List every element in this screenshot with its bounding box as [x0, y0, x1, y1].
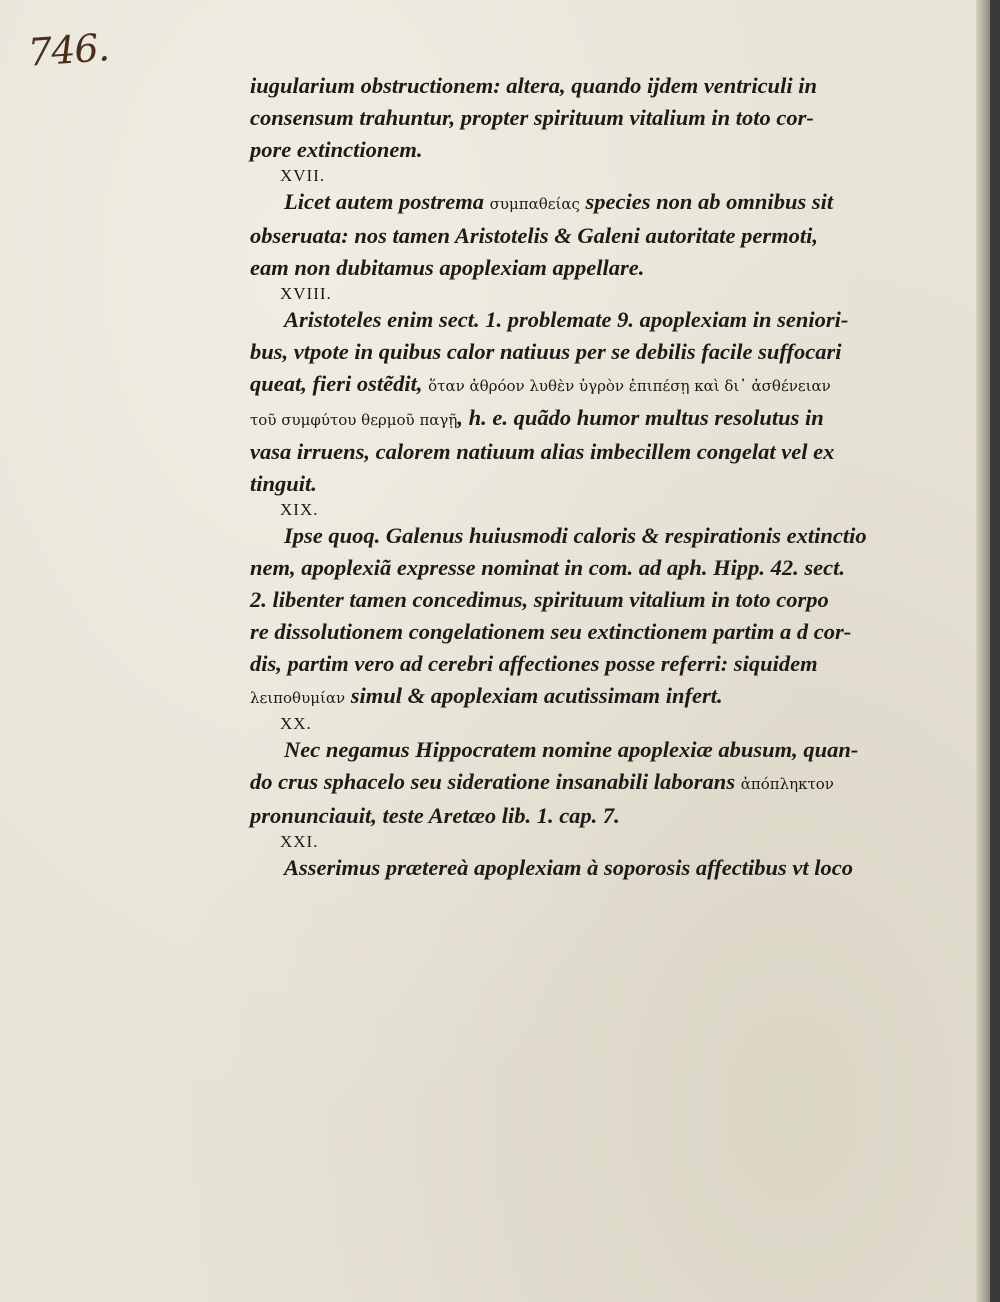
- text-line: [250, 186, 902, 220]
- greek-text: ὅταν ἀθρόον λυθὲν ὑγρὸν ἐπιπέσῃ καὶ δι᾽ ἀσθένειαν: [428, 377, 831, 395]
- text-line: pronunciauit, teste Aretæo lib. 1. cap. 7.: [250, 803, 620, 828]
- section-numeral: XXI.: [280, 832, 319, 851]
- text-line: [250, 680, 902, 714]
- latin-text: do crus sphacelo seu sideratione insanabili laborans: [250, 769, 741, 794]
- greek-text: ἀπόπληκτον: [740, 775, 834, 793]
- latin-text: Licet autem postrema: [284, 189, 490, 214]
- greek-text: τοῦ συμφύτου θερμοῦ παγῇ: [250, 411, 458, 429]
- text-line: [250, 402, 902, 436]
- text-line: [250, 368, 902, 402]
- section-numeral: XVIII.: [280, 284, 332, 303]
- text-line: [250, 766, 902, 800]
- text-line: pore extinctionem.: [250, 137, 423, 162]
- text-line: bus, vtpote in quibus calor natiuus per se debilis facile suffocari: [250, 339, 842, 364]
- latin-text: simul & apoplexiam acutissimam infert.: [345, 683, 723, 708]
- section-numeral: XVII.: [280, 166, 326, 185]
- text-line: tinguit.: [250, 471, 317, 496]
- text-line: consensum trahuntur, propter spirituum vitalium in toto cor-: [250, 105, 814, 130]
- text-line: Aristoteles enim sect. 1. problemate 9. apoplexiam in seniori-: [284, 307, 849, 332]
- page-number: 746.: [26, 25, 111, 75]
- text-line: 2. libenter tamen concedimus, spirituum vitalium in toto corpo: [250, 587, 829, 612]
- text-line: obseruata: nos tamen Aristotelis & Galeni autoritate permoti,: [250, 223, 818, 248]
- section-numeral: XX.: [280, 714, 312, 733]
- text-line: re dissolutionem congelationem seu extinctionem partim a d cor-: [250, 619, 852, 644]
- text-block: [250, 70, 902, 884]
- text-line: Nec negamus Hippocratem nomine apoplexiæ abusum, quan-: [284, 737, 859, 762]
- section-numeral: XIX.: [280, 500, 319, 519]
- page-gutter-shadow: [976, 0, 990, 1302]
- latin-text: , h. e. quãdo humor multus resolutus in: [457, 405, 824, 430]
- text-line: vasa irruens, calorem natiuum alias imbecillem congelat vel ex: [250, 439, 835, 464]
- text-line: nem, apoplexiã expresse nominat in com. ad aph. Hipp. 42. sect.: [250, 555, 845, 580]
- latin-text: species non ab omnibus sit: [579, 189, 834, 214]
- greek-text: συμπαθείας: [489, 195, 580, 213]
- text-line: iugularium obstructionem: altera, quando ijdem ventriculi in: [250, 73, 817, 98]
- text-line: Ipse quoq. Galenus huiusmodi caloris & respirationis extinctio: [284, 523, 867, 548]
- text-line: eam non dubitamus apoplexiam appellare.: [250, 255, 645, 280]
- text-line: Asserimus prætereà apoplexiam à soporosis affectibus vt loco: [284, 855, 853, 880]
- text-line: dis, partim vero ad cerebri affectiones posse referri: siquidem: [250, 651, 818, 676]
- greek-text: λειποθυμίαν: [250, 689, 346, 707]
- latin-text: queat, fieri ostẽdit,: [250, 371, 429, 396]
